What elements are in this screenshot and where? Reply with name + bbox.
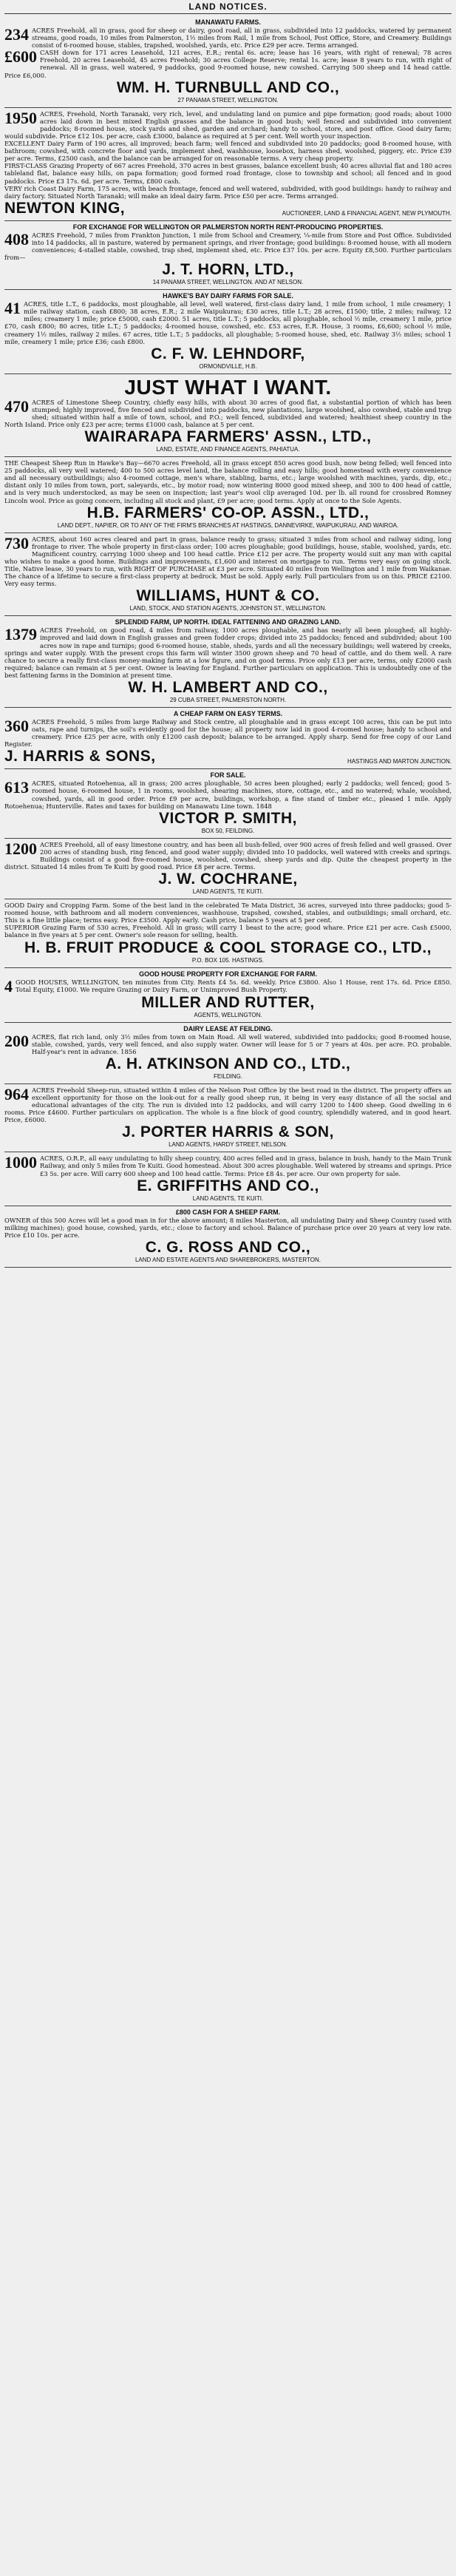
- advertiser-name: J. HARRIS & SONS,: [4, 748, 156, 765]
- ad-text: ACRES Freehold, all in grass, good for sheep or dairy, good road, all in grass, subdivided into 12 paddocks, watered by permanent streams, good roads, 10 miles from Palmerston, 1½ miles from Rail, 1 mile from School, Post Office, Store, and Creamery. Buildings consist of 6-roomed house, stables, trapshed, woolshed, yards, etc. Price £29 per acre. Terms arranged.: [32, 27, 452, 50]
- ad-lead-figure: 408: [4, 229, 29, 249]
- advertisement-lambert: [4, 616, 452, 708]
- ad-text: ACRES, situated Rotoehenua, all in grass; 200 acres ploughable, 50 acres been ploughed; early 2 paddocks; well fenced; good 5-roomed house, 6-roomed house, 1 in rooms, woolshed, shearing machines, store, cottage, etc., and no watered; whale, woolshed, cowshed, yards, all in good order. Price £9 per acre, buildings, workshop, a fine stand of timber etc., pleased 1 mile. Apply Rotoehenua; Hunterville. Rates and taxes for building on Manawatu Line town. 1848: [4, 780, 452, 810]
- ad-heading: HAWKE'S BAY DAIRY FARMS FOR SALE.: [163, 292, 293, 300]
- ad-body: [4, 978, 452, 994]
- advertiser-name: WM. H. TURNBULL AND CO.,: [116, 78, 340, 96]
- advertisement-porter: [4, 1084, 452, 1152]
- ad-text: ACRES, flat rich land, only 3½ miles from town on Main Road. All well watered, subdivided into paddocks; good 8-roomed house, stable, cowshed, yards, very well fenced, and also supply water. Owner will lease for 5 or 7 years at 40s. per acre. P.O. probable. Half-year's rent in advance. 1856: [32, 1032, 452, 1055]
- advertiser-address: LAND DEPT., NAPIER, OR TO ANY OF THE FIRM'S BRANCHES AT HASTINGS, DANNEVIRKE, WAIPUKURAU, AND WAIROA.: [57, 521, 399, 529]
- ad-body: [4, 185, 452, 200]
- advertiser-address: BOX 50, FEILDING.: [201, 827, 255, 834]
- ad-text: GOOD Dairy and Cropping Farm. Some of the best land in the celebrated Te Mata District, 36 acres, surveyed into three paddocks; good 5-roomed house, with bathroom and all modern conveniences, washhouse, trapshed, cowshed, stables, and outbuildings; small orchard, etc. This is a fine little place; terms easy. Price £3500. Apply early. Cash price, balance 5 years at 5 per cent.: [4, 902, 452, 924]
- advertiser-row: [4, 748, 452, 765]
- ad-text: ACRES, Freehold, North Taranaki, very rich, level, and undulating land on pumice and pipe formation; good roads; about 1000 acres laid down in best mixed English grasses and the balance in good bush; well fenced and subdivided into convenient paddocks; 8-roomed house, stock yards and shed, garden and orchard; handy to school, store, and post office. Good dairy farm; would subdivide. Price £12 10s. per acre, cash £3000, balance as required at 5 per cent. Well worth your inspection.: [4, 109, 452, 140]
- advertisement-atkinson: [4, 1023, 452, 1084]
- ad-body: [4, 1217, 452, 1239]
- advertiser-name: J. W. COCHRANE,: [158, 871, 298, 888]
- ad-lead-figure: 470: [4, 396, 29, 416]
- ad-body: [4, 626, 452, 679]
- advertiser-name: WILLIAMS, HUNT & CO.: [136, 587, 320, 605]
- ad-lead-figure: 1379: [4, 625, 37, 644]
- advertiser-address: LAND AGENTS, TE KUITI.: [192, 1194, 264, 1202]
- advertisement-exchange: [4, 221, 452, 290]
- ad-lead-figure: 41: [4, 299, 21, 318]
- ad-body: [4, 231, 452, 261]
- ad-text: VERY rich Coast Dairy Farm, 175 acres, with beach frontage, fenced and well watered, subdivided, with good buildings: handy to railway and dairy factory. Situated North Taranaki; will make an ideal dairy farm. Price £50 per acre. Terms arranged.: [4, 184, 452, 200]
- advertiser-name: MILLER AND RUTTER,: [141, 993, 315, 1011]
- ad-lead-figure: 730: [4, 533, 29, 552]
- ad-heading: DAIRY LEASE AT FEILDING.: [183, 1024, 273, 1032]
- ad-text: CASH down for 171 acres Leasehold, 121 acres, E.R.; rental 6s. acre; lease has 16 years, with right of renewal; 78 acres Freehold, 20 acres Leasehold, 45 acres Freehold; 30 acres College Reserve; rental 1s. acre; lease 8 years to run, with right of renewal. All in grass, well watered, 9 paddocks, good 9-roomed house, new cowshed. Carrying 500 sheep and 14 head cattle. Price £6,000.: [4, 49, 452, 79]
- ad-heading: £800 CASH FOR A SHEEP FARM.: [175, 1208, 281, 1216]
- advertiser-name: H. B. FRUIT PRODUCE & COOL STORAGE CO., LTD.,: [24, 939, 432, 956]
- ad-text: ACRES, title L.T., 6 paddocks, most ploughable, all level, well watered, first-class dairy land, 1 mile from school, 1 mile creamery; 1 mile railway station, cash £800; 38 acres, E.R.; 2 mile Waipukurau; £30 acres, title L.T.; 28 acres, £1500; title, 2 miles; railway, 12 miles; creamery 1 mile; price £5000, cash £2000. 51 acres, title L.T.; 5 paddocks, all ploughable, school ½ mile, creamery 1 mile, price £70, cash £800; 80 acres, title L.T.; 5 paddocks; 4-roomed house, cowshed, etc. £53 acres, E.R. House, 3 rooms, £6,600; school ½ mile, creamery 1½ miles, railway 2 miles. 67 acres, title L.T.; 5 paddocks, all ploughable; 5-roomed house, shed, etc. Railway 3½ miles; school 1 mile, creamery 1 mile; price £36; cash £800.: [4, 300, 452, 345]
- ad-body: [4, 718, 452, 748]
- ad-lead-figure: 964: [4, 1084, 29, 1103]
- ad-text: THE Cheapest Sheep Run in Hawke's Bay—6670 acres Freehold, all in grass except 850 acres good bush, now being felled; well fenced into 25 paddocks, all very well watered; 400 to 500 acres level land, the balance rolling and easy hills; good homestead with every convenience and all necessary outbuildings; also 4-roomed cottage, men's whare, stabling, barns, etc.; large woolshed with machines, yards, dip, etc.; distant only 10 miles from town, port, saleyards, etc., by motor road; now wintering 8000 good mixed sheep, and 300 to 400 head of cattle, and is very much understocked, as may be seen on inspection; last year's wool clip averaged 10d. per lb. all round for crossbred Romney Lincoln wool. Price as going concern, including all stock and plant, £9 per acre; good terms. Apply at once to the Sole Agents.: [4, 459, 452, 504]
- ad-body: [4, 924, 452, 939]
- ad-body: [4, 396, 452, 428]
- advertiser-name: J. T. HORN, LTD.,: [162, 261, 294, 279]
- advertiser-address: 14 PANAMA STREET, WELLINGTON. AND AT NELSON.: [152, 279, 304, 286]
- ad-text: GOOD HOUSES, WELLINGTON, ten minutes from City. Rents £4 5s. 6d. weekly. Price £3800. Also 1 House, rent 17s. 6d. Price £850. Total Equity, £1000. We require Grazing or Dairy Farm, or Unimproved Bush Property.: [16, 978, 452, 993]
- advertisement-miller: [4, 968, 452, 1023]
- advertiser-address: AGENTS, WELLINGTON.: [194, 1011, 262, 1018]
- ad-lead-figure: 1200: [4, 839, 37, 858]
- advertisement-hbfruit: [4, 899, 452, 967]
- ad-body: [4, 27, 452, 49]
- ad-body: [4, 1033, 452, 1055]
- advertiser-row: [4, 200, 452, 217]
- advertiser-address: P.O. BOX 105. HASTINGS.: [191, 956, 265, 964]
- ad-body: [4, 162, 452, 184]
- advertiser-name: W. H. LAMBERT AND CO.,: [128, 678, 328, 696]
- ad-body: [4, 841, 452, 871]
- advertiser-address: ORMONDVILLE, H.B.: [199, 362, 257, 370]
- ad-body: [4, 459, 452, 504]
- advertiser-name: WAIRARAPA FARMERS' ASSN., LTD.,: [84, 428, 372, 446]
- ad-body: [4, 535, 452, 588]
- advertiser-credentials: HASTINGS AND MARTON JUNCTION.: [347, 758, 452, 765]
- ad-body: [4, 780, 452, 809]
- advertiser-name: J. PORTER HARRIS & SON,: [122, 1123, 334, 1141]
- section-masthead: LAND NOTICES.: [4, 1, 452, 14]
- advertisement-hawkesbay: [4, 290, 452, 374]
- advertiser-credentials: AUCTIONEER, LAND & FINANCIAL AGENT, NEW PLYMOUTH.: [282, 209, 452, 217]
- ad-body: [4, 49, 452, 78]
- ad-lead-figure: 234: [4, 25, 29, 44]
- ad-text: ACRES, about 160 acres cleared and part in grass, balance ready to grass; situated 3 miles from school and railway siding, long frontage to river. The whole property in first-class order; 100 acres ploughable; good buildings, house, stable, woolshed, yards, etc. Magnificent country, carrying 1000 sheep and 100 head cattle. Price £12 per acre. The property would suit any man with capital who wishes to make a good home. Buildings and improvements, £1,600 and interest on mortgage to run. Terms very easy on going stock. Title, Native lease, 30 years to run, with RIGHT OF PURCHASE at £3 per acre. Situated 40 miles from Wellington and 1 mile from Waikanae. The chance of a lifetime to secure a first-class property at bedrock. Must be sold. Apply early. Full particulars from us on this. PRICE £2100. Very easy terms.: [4, 535, 452, 588]
- ad-body: [4, 902, 452, 924]
- advertiser-address: 29 CUBA STREET, PALMERSTON NORTH.: [169, 696, 287, 703]
- ad-lead-figure: 4: [4, 976, 13, 995]
- ad-body: [4, 1086, 452, 1123]
- advertiser-name: C. F. W. LEHNDORF,: [151, 345, 305, 362]
- ad-body: [4, 300, 452, 345]
- ad-lead-figure: 613: [4, 778, 29, 797]
- ad-lead-figure: 1000: [4, 1153, 37, 1172]
- ad-text: ACRES Freehold, all of easy limestone country, and has been all bush-felled, over 900 acres of fresh felled and well grassed. Over 200 acres of standing bush, ring fenced, and good water supply; divided into 10 paddocks, well watered with creeks and springs. Buildings consist of a good five-roomed house, woolshed, cowshed, sheep yards and dip. Quite the cheapest property in the district. Situated 14 miles from Te Kuiti by good road. Price £8 per acre. Terms.: [4, 840, 452, 871]
- ad-lead-figure: 200: [4, 1031, 29, 1050]
- advertiser-address: LAND, ESTATE, AND FINANCE AGENTS, PAHIATUA.: [156, 446, 300, 453]
- ad-text: SUPERIOR Grazing Farm of 530 acres, Freehold. All in grass; will carry 1 beast to the acre; good whare. Price £21 per acre. Cash £5000, balance in five years at 5 per cent. Owner's sole reason for selling, health.: [4, 924, 452, 939]
- ad-text: ACRES of Limestone Sheep Country, chiefly easy hills, with about 30 acres of good flat, a substantial portion of which has been stumped; highly improved, five fenced and subdivided into paddocks, new plantations, large woolshed, also cowshed, stable and trap shed; situated within half a mile of town, school, and P.O.; well fenced, subdivided and watered; healthiest sheep country in the North Island. Price only £23 per acre; terms £1000 cash, balance at 5 per cent.: [4, 398, 452, 428]
- advertiser-name: E. GRIFFITHS AND CO.,: [137, 1177, 319, 1194]
- advertiser-name: NEWTON KING,: [4, 199, 126, 217]
- advertiser-address: LAND AGENTS, TE KUITI.: [192, 888, 264, 896]
- ad-heading: GOOD HOUSE PROPERTY FOR EXCHANGE FOR FARM.: [139, 970, 317, 978]
- ad-text: ACRES Freehold, 7 miles from Frankton Junction, 1 mile from School and Creamery, ¼-mile from Store and Post Office. Subdivided into 14 paddocks, all in pasture, watered by permanent springs, and river frontage; good buildings: 8-roomed house, with all modern conveniences; 4-stalled stable, cowshed, trap shed, implement shed, etc. Price £37 10s. per acre. Equity £8,500. Further particulars from—: [4, 231, 452, 262]
- advertisement-smith: [4, 769, 452, 838]
- advertisement-griffiths: [4, 1152, 452, 1206]
- ad-text: OWNER of this 500 Acres will let a good man in for the above amount; 8 miles Masterton, all undulating Dairy and Sheep Country (used with milking machines); good house, cowshed, yards, etc.; close to factory and school. Balance of purchase price over 20 years at very low rate. Price £10 10s. per acre.: [4, 1216, 452, 1239]
- ad-heading: A CHEAP FARM ON EASY TERMS.: [173, 709, 283, 717]
- advertisement-justwhat: [4, 374, 452, 457]
- advertiser-name: VICTOR P. SMITH,: [159, 809, 297, 827]
- ad-lead-figure: 1950: [4, 108, 37, 127]
- advertiser-address: FEILDING.: [213, 1072, 243, 1080]
- advertiser-name: H.B. FARMERS' CO-OP. ASSN., LTD.,: [86, 504, 370, 521]
- advertiser-address: 27 PANAMA STREET, WELLINGTON.: [177, 96, 279, 104]
- advertisement-harris: [4, 708, 452, 769]
- advertiser-name: A. H. ATKINSON AND CO., LTD.,: [105, 1055, 351, 1072]
- ad-heading: SPLENDID FARM, UP NORTH. IDEAL FATTENING AND GRAZING LAND.: [115, 618, 341, 626]
- advertiser-name: C. G. ROSS AND CO.,: [145, 1238, 311, 1256]
- advertisement-cochrane: [4, 839, 452, 899]
- ad-body: [4, 110, 452, 140]
- ad-text: ACRES Freehold Sheep-run, situated within 4 miles of the Nelson Post Office by the best road in the district. The property offers an excellent opportunity for those on the look-out for a really good sheep run, it being in very easy distance of all the social and educational advantages of the city. The run is divided into 12 paddocks, and will carry 1200 to 1400 sheep. Good dwelling in 6 rooms. Price £4600. Further particulars on application. The whole is a fine block of good country, splendidly watered, and in good heart. Price, £6000.: [4, 1086, 452, 1124]
- advertisement-list: [4, 16, 452, 1268]
- advertiser-address: LAND AND ESTATE AGENTS AND SHAREBROKERS, MASTERTON.: [135, 1256, 321, 1263]
- advertiser-address: LAND, STOCK, AND STATION AGENTS, JOHNSTON ST., WELLINGTON.: [129, 605, 327, 612]
- ad-heading: FOR EXCHANGE FOR WELLINGTON OR PALMERSTON NORTH RENT-PRODUCING PROPERTIES.: [72, 223, 384, 231]
- advertiser-address: LAND AGENTS, HARDY STREET, NELSON.: [169, 1141, 287, 1149]
- ad-heading: FOR SALE.: [210, 771, 246, 780]
- advertisement-ross: [4, 1206, 452, 1268]
- ad-text: ACRES Freehold, on good road, 4 miles from railway, 1000 acres ploughable, and has nearly all been ploughed; all highly-improved and laid down in English grasses and green fodder crops; divided into 25 paddocks; fenced and subdivided; about 100 acres now in rape and turnips; good 6-roomed house, stable, sheds, yards and all the necessary buildings; well watered by creeks, springs and water supply. With the present crops this farm will winter 3500 grown sheep and 70 head of cattle, and do them well. A rare chance to secure a really first-class money-making farm at a low figure, and on good terms. Price only £13 per acre, terms, only £2000 cash required; balance can remain at 5 per cent. Owner is leaving for England. Further particulars on application. This is undoubtedly one of the best fattening farms in the Dominion at present time.: [4, 626, 452, 679]
- ad-text: EXCELLENT Dairy Farm of 190 acres, all improved; beach farm; well fenced and subdivided into 20 paddocks; good 8-roomed house, with bathroom; cowshed, with concrete floor and yards, implement shed, washhouse, loosebox, harness shed, woolshed, piggery, etc. Price £39 per acre. Terms, £2500 cash, and the balance can be arranged for on reasonable terms. A very cheap property.: [4, 140, 452, 163]
- ad-body: [4, 1155, 452, 1177]
- advertisement-cheapest: [4, 457, 452, 533]
- ad-body: [4, 140, 452, 162]
- ad-text: FIRST-CLASS Grazing Property of 667 acres Freehold, 370 acres in best grasses, balance excellent bush; 40 acres alluvial flat and 180 acres tableland flat, balance easy hills, on papa formation; good formed road frontage, close to township and school; all fenced and in good paddocks. Price £3 17s. 6d. per acre. Terms, £800 cash.: [4, 162, 452, 185]
- advertisement-manawatu: [4, 16, 452, 108]
- ad-heading: MANAWATU FARMS.: [195, 18, 261, 26]
- ad-lead-figure: £600: [4, 47, 37, 67]
- advertisement-taranaki: [4, 108, 452, 221]
- ad-lead-figure: 360: [4, 716, 29, 735]
- ad-text: ACRES, O.R.P., all easy undulating to hilly sheep country, 400 acres felled and in grass, balance in bush, handy to the Main Trunk Railway, and only 5 miles from Te Kuiti. Good homestead. About 300 acres ploughable. Well watered by streams and springs. Price £3 5s. per acre. Will carry 600 sheep and 100 head cattle. Terms: Price £8 4s. per acre. Our own property for sale.: [40, 1155, 452, 1177]
- advertisement-williams: [4, 533, 452, 617]
- ad-text: ACRES Freehold, 5 miles from large Railway and Stock centre, all ploughable and in grass except 100 acres, this can be put into oats, rape and turnips, the soil's evidently good for the house; all property now laid in good 4-roomed house; handy to school and creamery. Price £25 per acre, with only £1200 cash deposit; balance to be arranged. Apply sharp. Send for free copy of our Land Register.: [4, 717, 452, 748]
- ad-banner: JUST WHAT I WANT.: [124, 375, 332, 399]
